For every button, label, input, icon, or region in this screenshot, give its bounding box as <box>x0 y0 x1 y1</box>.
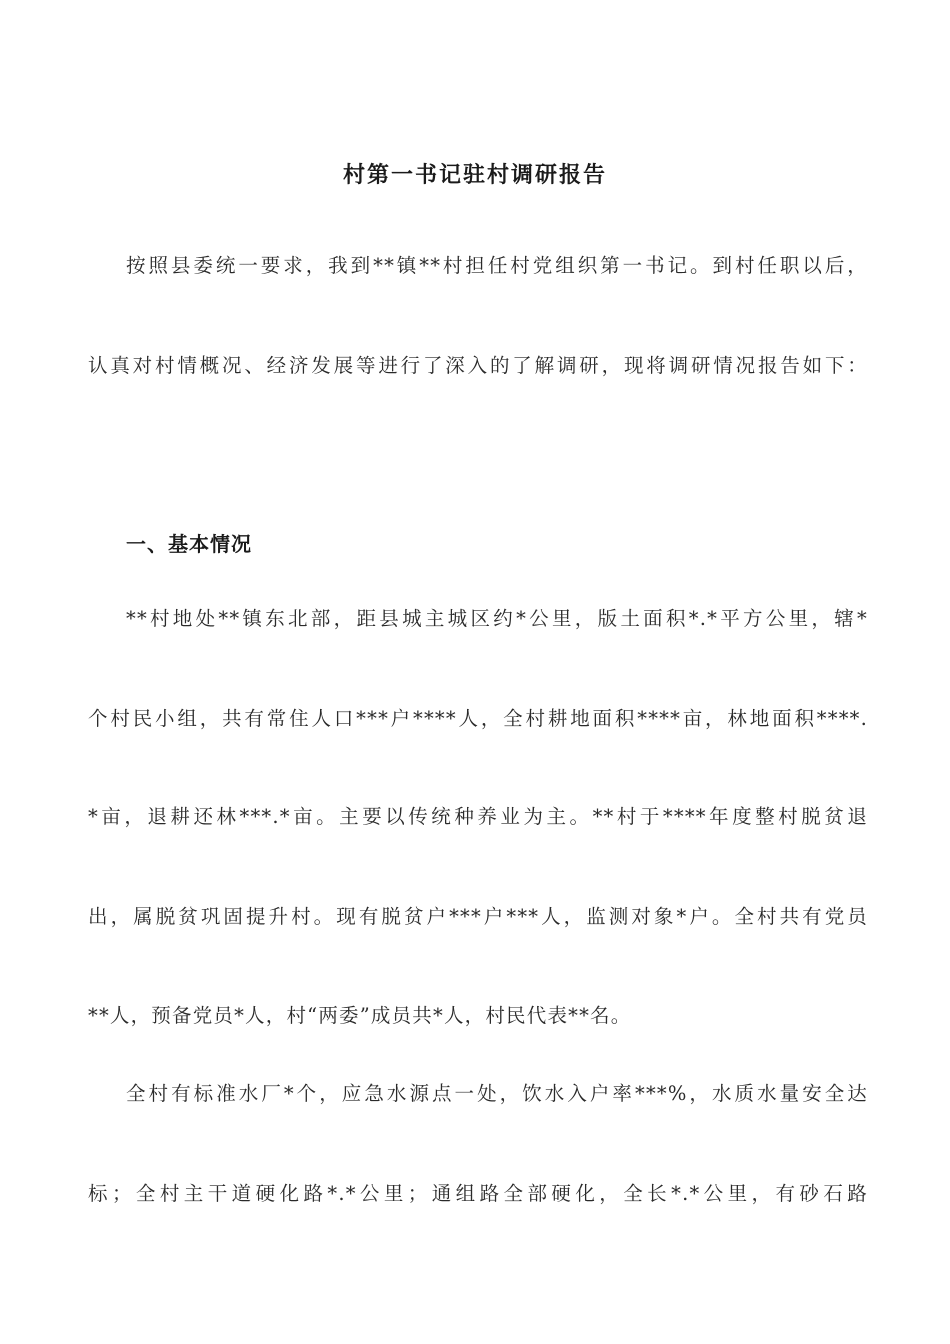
intro-line-2: 认真对村情概况、经济发展等进行了深入的了解调研，现将调研情况报告如下： <box>88 354 868 377</box>
paragraph-1-line-5: **人，预备党员*人，村“两委”成员共*人，村民代表**名。 <box>88 1004 632 1027</box>
paragraph-1-line-1: **村地处**镇东北部，距县城主城区约*公里，版土面积*.*平方公里，辖* <box>126 607 868 630</box>
document-title: 村第一书记驻村调研报告 <box>342 162 607 188</box>
paragraph-1-line-4: 出，属脱贫巩固提升村。现有脱贫户***户***人，监测对象*户。全村共有党员 <box>88 905 868 928</box>
paragraph-1-line-3: *亩，退耕还林***.*亩。主要以传统种养业为主。**村于****年度整村脱贫退 <box>88 805 868 828</box>
section-heading: 一、基本情况 <box>126 532 252 556</box>
intro-line-1: 按照县委统一要求，我到**镇**村担任村党组织第一书记。到村任职以后， <box>126 254 868 277</box>
paragraph-2-line-2: 标；全村主干道硬化路*.*公里；通组路全部硬化，全长*.*公里，有砂石路 <box>88 1182 868 1205</box>
paragraph-2-line-1: 全村有标准水厂*个，应急水源点一处，饮水入户率***%，水质水量安全达 <box>126 1082 868 1105</box>
paragraph-1-line-2: 个村民小组，共有常住人口***户****人，全村耕地面积****亩，林地面积****. <box>88 707 868 730</box>
